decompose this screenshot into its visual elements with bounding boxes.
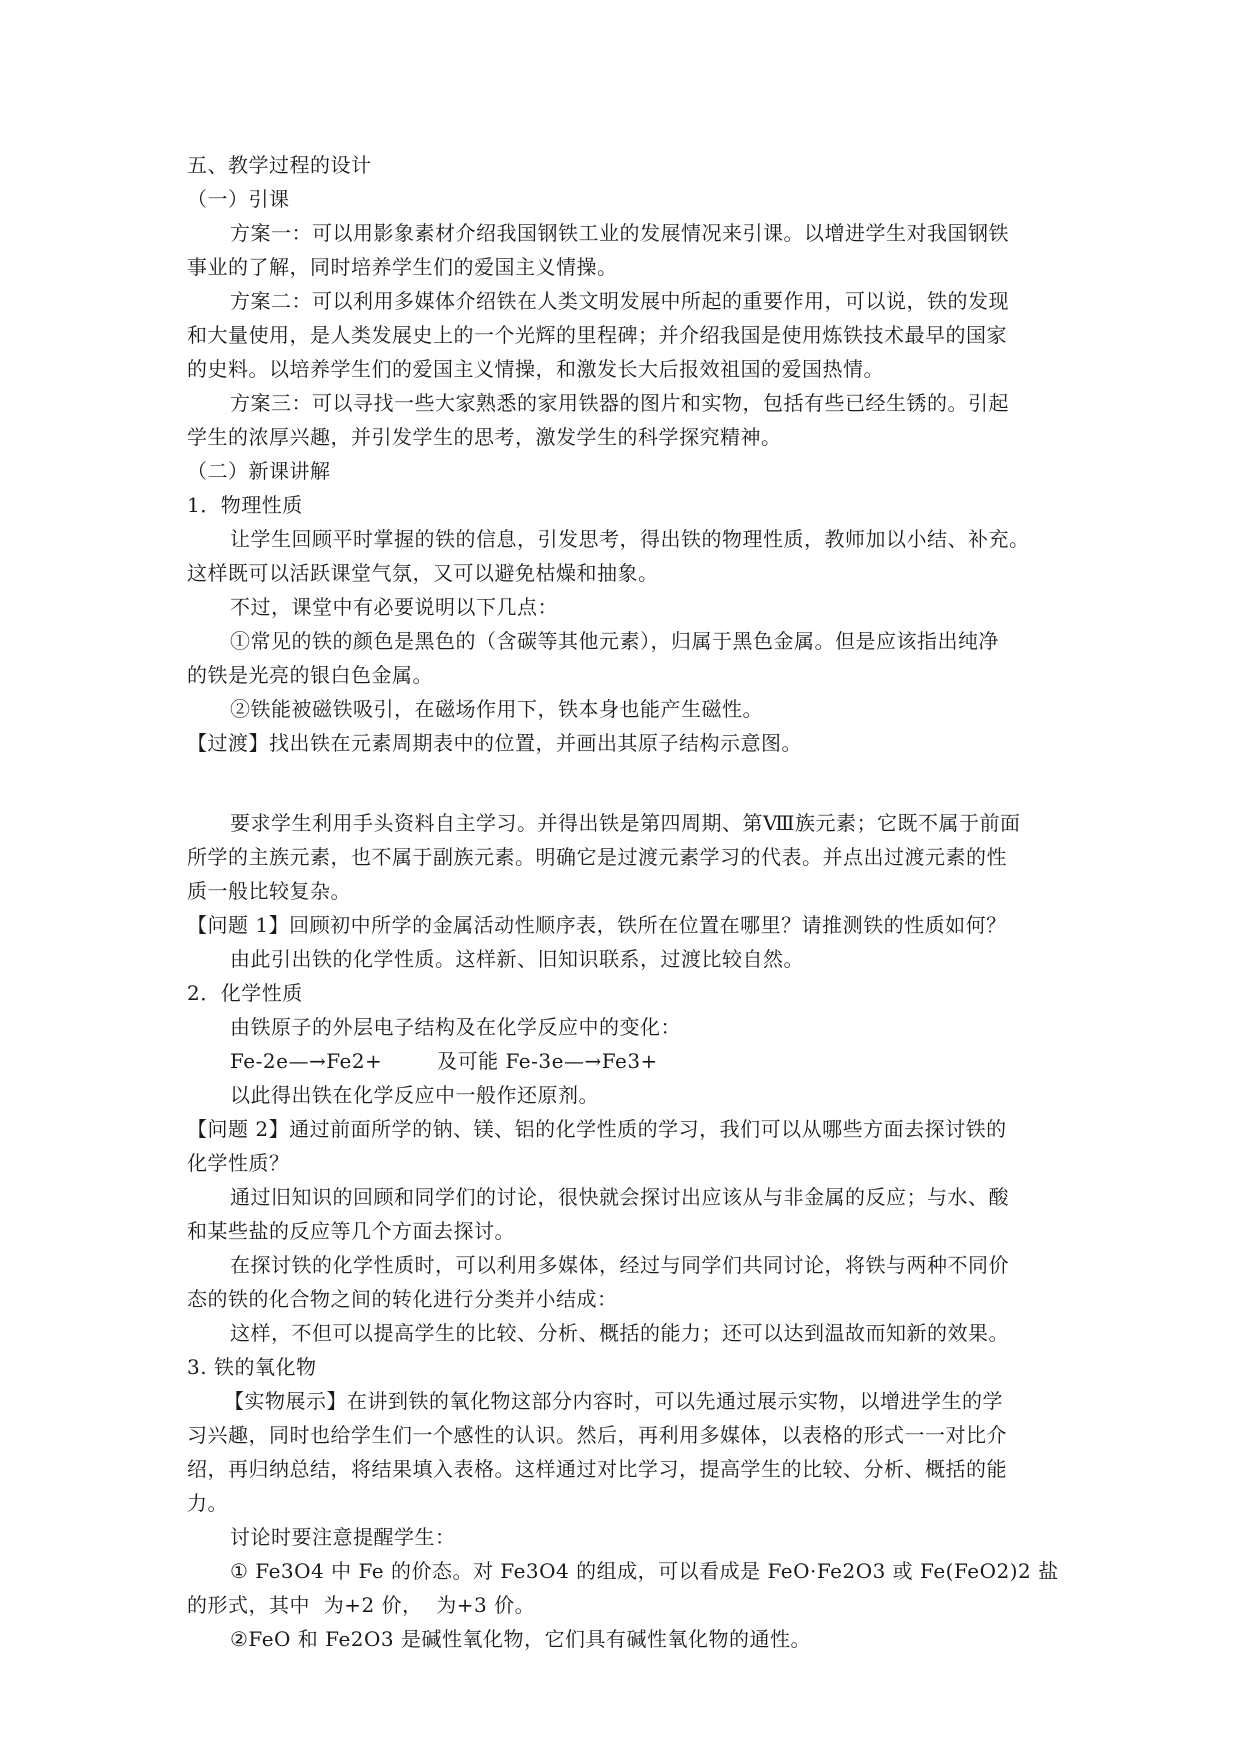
paragraph-line: 所学的主族元素，也不属于副族元素。明确它是过渡元素学习的代表。并点出过渡元素的性 <box>187 845 1007 869</box>
subsection-heading: （一）引课 <box>187 187 290 211</box>
paragraph-line: 态的铁的化合物之间的转化进行分类并小结成： <box>187 1287 618 1311</box>
paragraph-line: 不过，课堂中有必要说明以下几点： <box>230 595 558 619</box>
paragraph-line: 方案一：可以用影象素材介绍我国钢铁工业的发展情况来引课。以增进学生对我国钢铁 <box>230 221 1009 245</box>
paragraph-line: 习兴趣，同时也给学生们一个感性的认识。然后，再利用多媒体，以表格的形式一一对比介 <box>187 1423 1007 1447</box>
paragraph-line: 由铁原子的外层电子结构及在化学反应中的变化： <box>230 1015 681 1039</box>
question-line: 【问题 2】通过前面所学的钠、镁、铝的化学性质的学习，我们可以从哪些方面去探讨铁的 <box>187 1117 1007 1141</box>
paragraph-line: 力。 <box>187 1491 228 1515</box>
paragraph-line: 的形式，其中 为+2 价， 为+3 价。 <box>187 1593 536 1617</box>
paragraph-line: 以此得出铁在化学反应中一般作还原剂。 <box>230 1083 599 1107</box>
equation-line: Fe-2e—→Fe2+ 及可能 Fe-3e—→Fe3+ <box>230 1049 658 1073</box>
paragraph-line: 这样既可以活跃课堂气氛，又可以避免枯燥和抽象。 <box>187 561 659 585</box>
section-heading: 五、教学过程的设计 <box>187 153 372 177</box>
paragraph-line: 让学生回顾平时掌握的铁的信息，引发思考，得出铁的物理性质，教师加以小结、补充。 <box>230 527 1030 551</box>
paragraph-line: 绍，再归纳总结，将结果填入表格。这样通过对比学习，提高学生的比较、分析、概括的能 <box>187 1457 1007 1481</box>
paragraph-line: 事业的了解，同时培养学生们的爱国主义情操。 <box>187 255 618 279</box>
paragraph-line: ① Fe3O4 中 Fe 的价态。对 Fe3O4 的组成，可以看成是 FeO·Fe2O3 或 Fe(FeO2)2 盐 <box>230 1559 1059 1583</box>
numbered-heading: 2．化学性质 <box>187 981 303 1005</box>
paragraph-line: 的铁是光亮的银白色金属。 <box>187 663 433 687</box>
paragraph-line: 和大量使用，是人类发展史上的一个光辉的里程碑；并介绍我国是使用炼铁技术最早的国家 <box>187 323 1007 347</box>
paragraph-line: ②铁能被磁铁吸引，在磁场作用下，铁本身也能产生磁性。 <box>230 697 763 721</box>
paragraph-line: ①常见的铁的颜色是黑色的（含碳等其他元素），归属于黑色金属。但是应该指出纯净 <box>230 629 999 653</box>
paragraph-line: 通过旧知识的回顾和同学们的讨论，很快就会探讨出应该从与非金属的反应；与水、酸 <box>230 1185 1009 1209</box>
numbered-heading: 1．物理性质 <box>187 493 303 517</box>
subsection-heading: （二）新课讲解 <box>187 459 331 483</box>
paragraph-line: 【实物展示】在讲到铁的氧化物这部分内容时，可以先通过展示实物，以增进学生的学 <box>224 1389 1003 1413</box>
paragraph-line: 学生的浓厚兴趣，并引发学生的思考，激发学生的科学探究精神。 <box>187 425 782 449</box>
paragraph-line: 由此引出铁的化学性质。这样新、旧知识联系，过渡比较自然。 <box>230 947 804 971</box>
transition-note: 【过渡】找出铁在元素周期表中的位置，并画出其原子结构示意图。 <box>187 731 802 755</box>
paragraph-line: 质一般比较复杂。 <box>187 879 351 903</box>
question-line: 【问题 1】回顾初中所学的金属活动性顺序表，铁所在位置在哪里？请推测铁的性质如何？ <box>187 913 1007 937</box>
question-line: 化学性质？ <box>187 1151 290 1175</box>
numbered-heading: 3. 铁的氧化物 <box>187 1355 317 1379</box>
paragraph-line: 要求学生利用手头资料自主学习。并得出铁是第四周期、第Ⅷ族元素；它既不属于前面 <box>230 811 1021 835</box>
paragraph-line: 方案二：可以利用多媒体介绍铁在人类文明发展中所起的重要作用，可以说，铁的发现 <box>230 289 1009 313</box>
paragraph-line: 在探讨铁的化学性质时，可以利用多媒体，经过与同学们共同讨论，将铁与两种不同价 <box>230 1253 1009 1277</box>
paragraph-line: 这样，不但可以提高学生的比较、分析、概括的能力；还可以达到温故而知新的效果。 <box>230 1321 1009 1345</box>
paragraph-line: 的史料。以培养学生们的爱国主义情操，和激发长大后报效祖国的爱国热情。 <box>187 357 884 381</box>
paragraph-line: 方案三：可以寻找一些大家熟悉的家用铁器的图片和实物，包括有些已经生锈的。引起 <box>230 391 1009 415</box>
paragraph-line: 讨论时要注意提醒学生： <box>230 1525 456 1549</box>
paragraph-line: 和某些盐的反应等几个方面去探讨。 <box>187 1219 515 1243</box>
paragraph-line: ②FeO 和 Fe2O3 是碱性氧化物，它们具有碱性氧化物的通性。 <box>230 1627 811 1651</box>
